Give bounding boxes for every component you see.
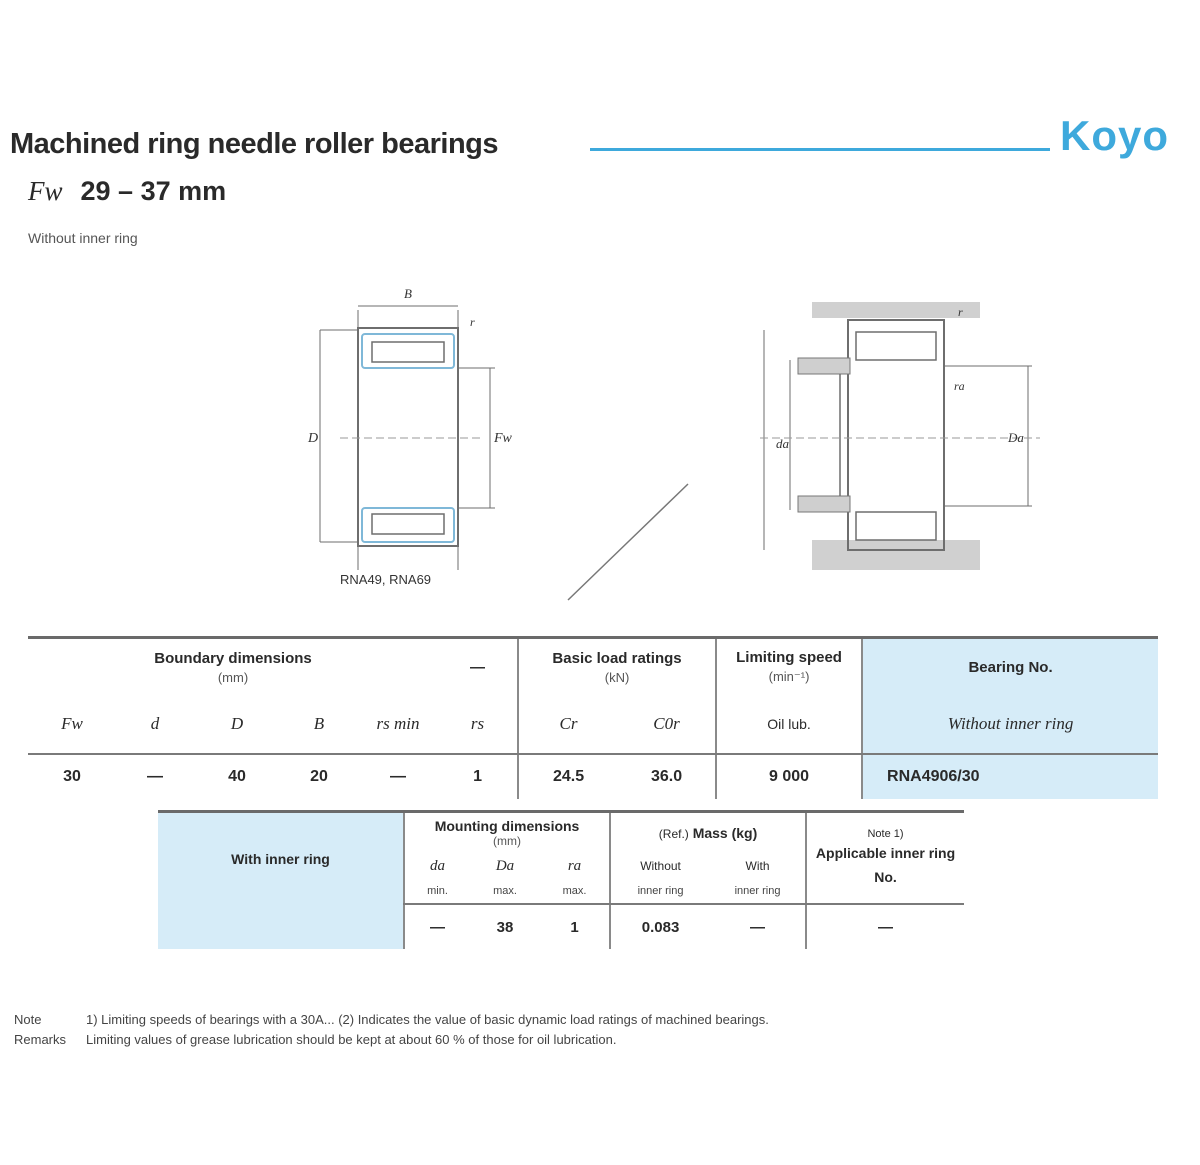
- dim-fw-label: Fw: [494, 431, 512, 446]
- col-fw: Fw: [28, 695, 116, 754]
- col-cr: Cr: [518, 695, 618, 754]
- dim-ra-label: ra: [954, 379, 965, 393]
- table-row: [28, 754, 1158, 799]
- cell-fw: 30: [63, 768, 81, 785]
- col-c0r: C0r: [618, 695, 716, 754]
- bearing-drawings: [0, 270, 1200, 610]
- cell-rs-min: —: [390, 768, 407, 785]
- col-da: da: [404, 853, 470, 879]
- bearing-spec-table: [28, 636, 1158, 799]
- cell-ra: 1: [570, 918, 579, 936]
- col-mass-without: Without: [610, 853, 710, 879]
- dim-da-outer-label: Da: [1008, 430, 1024, 445]
- col-rs-min: rs min: [358, 695, 438, 754]
- unit-ra: max.: [540, 879, 610, 904]
- col-da-outer: Da: [495, 857, 515, 874]
- load-ratings-header: Basic load ratings (kN): [518, 638, 716, 696]
- col-d: d: [116, 695, 194, 754]
- title-rule: [590, 148, 1050, 151]
- mounting-dimensions-header: Mounting dimensions (mm): [404, 812, 610, 854]
- cell-c0r: 36.0: [650, 768, 683, 785]
- unit-da-outer: max.: [470, 879, 540, 904]
- mounting-table: [158, 810, 964, 949]
- col-mass-with: With: [745, 859, 770, 873]
- with-inner-ring-header: With inner ring: [158, 812, 404, 905]
- cell-mass-with: —: [750, 918, 766, 936]
- unit-da: min.: [404, 879, 470, 904]
- col-outer-d: D: [194, 695, 280, 754]
- range-value: 29 – 37 mm: [80, 176, 227, 206]
- boundary-dimensions-header: Boundary dimensions (mm): [154, 649, 312, 685]
- limiting-speed-header: Limiting speed (min⁻¹): [716, 638, 862, 696]
- cell-da-outer: 38: [496, 918, 514, 936]
- bearing-section-drawing: [320, 306, 495, 570]
- boundary-dash: —: [470, 658, 486, 676]
- unit-mass-without: inner ring: [610, 879, 710, 904]
- mass-header: (Ref.) Mass (kg): [610, 812, 806, 854]
- cell-with-ring-empty: [158, 904, 404, 949]
- cell-rs: 1: [473, 768, 482, 785]
- cell-inner-ring-no: —: [806, 904, 964, 949]
- dim-d-label: D: [308, 431, 319, 446]
- col-ra: ra: [567, 857, 582, 874]
- range-symbol: Fw: [28, 176, 63, 206]
- bearing-no-header: Bearing No.: [862, 638, 1158, 696]
- footnotes: [14, 1010, 769, 1050]
- mounting-drawing: [760, 302, 1040, 570]
- dim-b-label: B: [404, 286, 412, 301]
- cell-mass-without: 0.083: [610, 904, 710, 949]
- col-without-inner-ring: Without inner ring: [862, 695, 1158, 754]
- drawing-caption: RNA49, RNA69: [340, 572, 432, 587]
- unit-mass-with: inner ring: [710, 879, 806, 904]
- remarks-line: Remarks Limiting values of grease lubrication should be kept at about 60 % of those for oil lubrication.: [14, 1032, 617, 1047]
- col-rs: rs: [438, 695, 518, 754]
- cell-d: —: [147, 768, 163, 785]
- cell-da: —: [404, 904, 470, 949]
- dim-da-label: da: [776, 436, 789, 451]
- page-title: Machined ring needle roller bearings: [10, 128, 499, 160]
- applicable-inner-ring-header: Note 1) Applicable inner ring No.: [806, 812, 964, 905]
- cell-b: 20: [310, 768, 328, 785]
- cell-bearing-no: RNA4906/30: [862, 754, 1158, 799]
- col-oil-lub: Oil lub.: [716, 695, 862, 754]
- cell-limit: 9 000: [716, 754, 862, 799]
- col-b: B: [280, 695, 358, 754]
- cell-outer-d: 40: [228, 768, 246, 785]
- dim-r2-label: r: [958, 305, 963, 319]
- cell-cr: 24.5: [518, 754, 618, 799]
- note-line: Note 1) Limiting speeds of bearings with a 30A... (2) Indicates the value of basic dynamic load ratings of machined bearings.: [14, 1012, 769, 1027]
- brand-logo: Koyo: [1060, 112, 1169, 159]
- table-row: [158, 904, 964, 949]
- size-range: [28, 176, 226, 207]
- page-subtitle: Without inner ring: [28, 230, 138, 246]
- dim-r-label: r: [470, 315, 475, 329]
